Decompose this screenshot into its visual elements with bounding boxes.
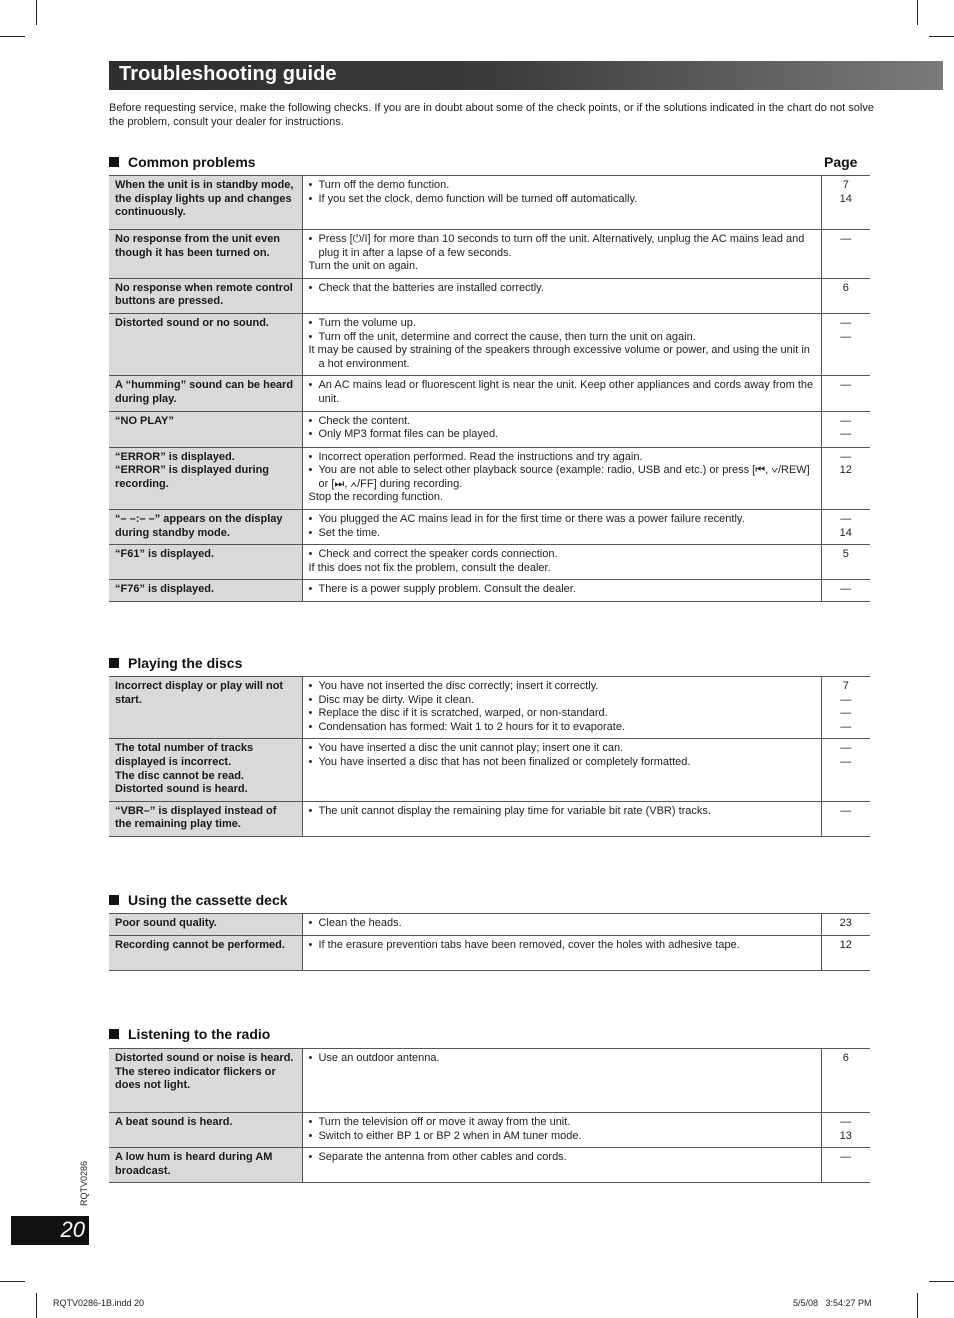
page-ref-cell [821, 1148, 870, 1183]
problem-cell [109, 739, 302, 801]
table-row [109, 580, 870, 602]
title-bar [109, 61, 943, 90]
solution-cell [302, 176, 821, 230]
page-ref: 12 [839, 464, 852, 477]
page-ref: 7 [842, 680, 849, 692]
problem-cell [109, 230, 302, 279]
bullet-icon: • [308, 316, 319, 329]
page-ref-cell [821, 677, 870, 739]
bullet-icon: • [308, 1052, 319, 1064]
page-number-box [11, 1216, 89, 1245]
solution-item [309, 260, 815, 274]
page-ref: 23 [839, 917, 852, 929]
problem-cell [109, 1113, 302, 1148]
solution-item [309, 233, 815, 260]
page-ref-cell [821, 176, 870, 230]
table-row [109, 509, 870, 544]
document-code: RQTV0286 [79, 1160, 89, 1206]
solution-text: If the erasure prevention tabs have been removed, cover the holes with adhesive tape. [318, 939, 740, 951]
table-row [109, 1049, 870, 1113]
problem-cell [109, 1049, 302, 1113]
solution-item [309, 415, 815, 429]
page-ref-cell [821, 411, 870, 447]
bullet-icon: • [308, 512, 319, 525]
bullet-icon: • [308, 720, 319, 733]
problem-text: The disc cannot be read. [115, 769, 244, 782]
solution-cell [302, 278, 821, 313]
footer-timestamp: 5/5/08 3:54:27 PM [793, 1298, 872, 1308]
intro-text: Before requesting service, make the following checks. If you are in doubt about some of the check points, or if the solutions indicated in the chart do not solve the problem, consult your dealer for instructions. [109, 102, 874, 128]
solution-item [309, 707, 815, 721]
solution-item [309, 548, 815, 562]
bullet-icon: • [308, 179, 319, 191]
solution-text: It may be caused by straining of the speakers through excessive volume or power, and using the unit in a hot environment. [308, 344, 810, 370]
solution-item [309, 1052, 815, 1066]
bullet-icon: • [308, 192, 319, 205]
page-ref-cell [821, 580, 870, 602]
page-ref-cell [821, 1113, 870, 1148]
page-ref: — [840, 316, 852, 329]
bullet-icon: • [308, 693, 319, 706]
page-number: 20 [60, 1217, 85, 1242]
crop-mark [36, 0, 37, 25]
page-ref: — [840, 742, 852, 755]
solution-text: Turn the unit on again. [308, 260, 419, 273]
problem-text: “VBR–” is displayed instead of the remaining play time. [115, 804, 277, 831]
problem-text: “ERROR” is displayed. [115, 450, 235, 463]
page-ref-cell [821, 739, 870, 801]
page-ref: — [840, 1151, 852, 1164]
solution-text: You have inserted a disc that has not been finalized or completely formatted. [318, 755, 691, 768]
solution-cell [302, 545, 821, 580]
problem-cell [109, 545, 302, 580]
solution-item [309, 464, 815, 491]
solution-text: Press [⏻/I] for more than 10 seconds to turn off the unit. Alternatively, unplug the AC mains lead and plug it in after a lapse of a few seconds. [318, 233, 805, 259]
page-ref-cell [821, 914, 870, 936]
solution-text: You are not able to select other playback source (example: radio, USB and etc.) or press [⏮, ∨/REW] or [⏭, ∧/FF] during recording. [318, 464, 810, 490]
solution-item [309, 1116, 815, 1130]
table-row [109, 376, 870, 411]
solution-item [309, 742, 815, 756]
problem-text: “F76” is displayed. [115, 583, 215, 596]
bullet-icon: • [308, 450, 319, 463]
bullet-icon: • [308, 742, 319, 755]
solution-cell [302, 230, 821, 279]
solution-item [309, 527, 815, 541]
bullet-icon: • [308, 414, 319, 427]
page-ref-cell [821, 936, 870, 971]
bullet-icon: • [308, 707, 319, 720]
solution-item [309, 491, 815, 505]
problem-cell [109, 509, 302, 544]
bullet-icon: • [308, 233, 319, 245]
page-ref: — [840, 693, 852, 706]
table-row [109, 936, 870, 971]
bullet-icon: • [308, 330, 319, 343]
solution-cell [302, 1148, 821, 1183]
solution-item [309, 344, 815, 371]
problem-text: “F61” is displayed. [115, 548, 215, 561]
page-ref: — [840, 414, 852, 427]
solution-item [309, 179, 815, 193]
bullet-icon: • [308, 526, 319, 539]
page-ref: 14 [839, 526, 852, 539]
solution-item [309, 562, 815, 576]
crop-mark [929, 1281, 954, 1282]
bullet-icon: • [308, 917, 319, 929]
solution-text: Turn the television off or move it away from the unit. [318, 1116, 571, 1128]
section-heading-label: Listening to the radio [128, 1026, 271, 1042]
solution-text: You plugged the AC mains lead in for the first time or there was a power failure recently. [318, 512, 745, 525]
solution-text: Switch to either BP 1 or BP 2 when in AM tuner mode. [318, 1129, 582, 1142]
bullet-icon: • [308, 281, 319, 294]
problem-cell [109, 376, 302, 411]
solution-text: Replace the disc if it is scratched, warped, or non-standard. [318, 707, 608, 720]
crop-mark [0, 1281, 25, 1282]
page-ref-cell [821, 545, 870, 580]
page-ref-cell [821, 376, 870, 411]
page-ref: 13 [839, 1129, 852, 1142]
page-ref: — [840, 755, 852, 768]
troubleshooting-table [109, 175, 870, 602]
solution-cell [302, 739, 821, 801]
crop-mark [36, 1293, 37, 1318]
problem-text: A beat sound is heard. [115, 1116, 233, 1128]
problem-cell [109, 1148, 302, 1183]
bullet-icon: • [308, 428, 319, 441]
problem-text: Distorted sound or no sound. [115, 316, 269, 329]
bullet-icon: • [308, 680, 319, 692]
page-ref: — [840, 233, 852, 245]
solution-item [309, 1130, 815, 1144]
page-ref: — [840, 428, 852, 441]
problem-text: “– –:– –” appears on the display during standby mode. [115, 512, 283, 539]
page-ref-cell [821, 801, 870, 836]
table-row [109, 313, 870, 375]
page-ref: 5 [842, 548, 849, 561]
problem-text: A “humming” sound can be heard during play. [115, 379, 294, 405]
problem-text: No response from the unit even though it has been turned on. [115, 233, 281, 259]
problem-text: When the unit is in standby mode, the display lights up and changes continuously. [115, 179, 294, 219]
solution-text: Turn off the demo function. [318, 179, 450, 191]
problem-text: Distorted sound or noise is heard. [115, 1052, 294, 1064]
page-ref: — [840, 512, 852, 525]
solution-cell [302, 509, 821, 544]
table-row [109, 278, 870, 313]
bullet-icon: • [308, 755, 319, 768]
problem-text: The stereo indicator flickers or does not light. [115, 1065, 276, 1092]
page-ref-cell [821, 1049, 870, 1113]
problem-cell [109, 914, 302, 936]
problem-cell [109, 411, 302, 447]
solution-item [309, 282, 815, 296]
bullet-icon: • [308, 464, 319, 477]
bullet-icon: • [308, 804, 319, 817]
solution-item [309, 513, 815, 527]
solution-cell [302, 936, 821, 971]
solution-text: Disc may be dirty. Wipe it clean. [318, 693, 475, 706]
section-heading [109, 892, 288, 908]
solution-text: The unit cannot display the remaining play time for variable bit rate (VBR) tracks. [318, 804, 711, 817]
table-row [109, 411, 870, 447]
square-bullet-icon [109, 1029, 119, 1039]
table-row [109, 739, 870, 801]
page-ref: — [840, 379, 852, 392]
solution-item [309, 680, 815, 694]
page-ref-cell [821, 230, 870, 279]
page-ref: — [840, 1116, 852, 1128]
page-ref: 6 [842, 1052, 849, 1064]
page-ref-cell [821, 313, 870, 375]
crop-mark [917, 1293, 918, 1318]
solution-item [309, 379, 815, 406]
solution-cell [302, 677, 821, 739]
table-row [109, 230, 870, 279]
solution-item [309, 451, 815, 465]
table-row [109, 801, 870, 836]
crop-mark [917, 0, 918, 25]
solution-item [309, 317, 815, 331]
bullet-icon: • [308, 548, 319, 561]
section-heading-label: Using the cassette deck [128, 892, 288, 908]
problem-text: A low hum is heard during AM broadcast. [115, 1151, 273, 1177]
problem-cell [109, 677, 302, 739]
solution-text: If this does not fix the problem, consult the dealer. [308, 561, 551, 574]
page-ref: 12 [839, 939, 852, 951]
solution-text: You have not inserted the disc correctly; insert it correctly. [318, 680, 599, 692]
problem-cell [109, 313, 302, 375]
problem-text: Incorrect display or play will not start. [115, 680, 284, 706]
page-title: Troubleshooting guide [119, 63, 337, 85]
square-bullet-icon [109, 157, 119, 167]
solution-text: Check the content. [318, 414, 411, 427]
section-heading-label: Common problems [128, 154, 256, 170]
solution-text: Check that the batteries are installed correctly. [318, 281, 544, 294]
square-bullet-icon [109, 658, 119, 668]
table-row [109, 914, 870, 936]
square-bullet-icon [109, 895, 119, 905]
solution-cell [302, 801, 821, 836]
solution-text: Condensation has formed: Wait 1 to 2 hours for it to evaporate. [318, 720, 626, 733]
page-ref: — [840, 804, 852, 817]
table-row [109, 1113, 870, 1148]
page-ref-cell [821, 278, 870, 313]
bullet-icon: • [308, 1116, 319, 1128]
bullet-icon: • [308, 939, 319, 951]
problem-cell [109, 801, 302, 836]
solution-item [309, 193, 815, 207]
problem-text: Poor sound quality. [115, 917, 217, 929]
bullet-icon: • [308, 583, 319, 596]
problem-text: Distorted sound is heard. [115, 783, 248, 796]
page-ref: — [840, 720, 852, 733]
troubleshooting-table [109, 676, 870, 837]
footer-file-slug: RQTV0286-1B.indd 20 [53, 1298, 145, 1308]
bullet-icon: • [308, 1151, 319, 1164]
problem-cell [109, 447, 302, 509]
crop-mark [929, 36, 954, 37]
page-ref: — [840, 450, 852, 463]
problem-text: The total number of tracks displayed is incorrect. [115, 742, 254, 768]
bullet-icon: • [308, 379, 319, 392]
solution-cell [302, 447, 821, 509]
solution-item [309, 756, 815, 770]
section-heading [109, 655, 242, 671]
solution-text: Stop the recording function. [308, 491, 444, 504]
solution-cell [302, 411, 821, 447]
solution-text: You have inserted a disc the unit cannot play; insert one it can. [318, 742, 624, 755]
problem-text: “NO PLAY” [115, 414, 174, 427]
solution-text: Set the time. [318, 526, 381, 539]
problem-cell [109, 936, 302, 971]
page-ref: — [840, 330, 852, 343]
solution-item [309, 583, 815, 597]
solution-text: If you set the clock, demo function will be turned off automatically. [318, 192, 638, 205]
table-row [109, 176, 870, 230]
solution-item [309, 694, 815, 708]
table-row [109, 677, 870, 739]
bullet-icon: • [308, 1129, 319, 1142]
page-column-header: Page [824, 154, 858, 170]
solution-cell [302, 580, 821, 602]
solution-text: Turn off the unit, determine and correct the cause, then turn the unit on again. [318, 330, 696, 343]
solution-item [309, 939, 815, 953]
crop-mark [0, 36, 25, 37]
table-row [109, 447, 870, 509]
solution-text: Clean the heads. [318, 917, 402, 929]
solution-item [309, 1151, 815, 1165]
page-ref: — [840, 583, 852, 596]
solution-text: Check and correct the speaker cords connection. [318, 548, 558, 561]
solution-item [309, 917, 815, 931]
problem-text: “ERROR” is displayed during recording. [115, 464, 270, 490]
table-row [109, 545, 870, 580]
table-row [109, 1148, 870, 1183]
solution-text: Separate the antenna from other cables and cords. [318, 1151, 567, 1164]
page-ref: 7 [842, 179, 849, 191]
problem-cell [109, 278, 302, 313]
solution-text: There is a power supply problem. Consult the dealer. [318, 583, 576, 596]
page-ref-cell [821, 447, 870, 509]
troubleshooting-table [109, 1048, 870, 1183]
section-heading [109, 1026, 270, 1042]
problem-text: Recording cannot be performed. [115, 939, 285, 951]
problem-text: No response when remote control buttons are pressed. [115, 281, 293, 308]
solution-cell [302, 1113, 821, 1148]
page-ref: 6 [842, 281, 849, 294]
problem-cell [109, 580, 302, 602]
section-heading [109, 154, 256, 170]
troubleshooting-table [109, 913, 870, 971]
section-heading-label: Playing the discs [128, 655, 243, 671]
solution-item [309, 331, 815, 345]
solution-text: An AC mains lead or fluorescent light is near the unit. Keep other appliances and cords away from the unit. [318, 379, 814, 405]
solution-item [309, 805, 815, 819]
solution-text: Use an outdoor antenna. [318, 1052, 440, 1064]
page-ref-cell [821, 509, 870, 544]
page-ref: 14 [839, 192, 852, 205]
page-ref: — [840, 707, 852, 720]
solution-text: Only MP3 format files can be played. [318, 428, 499, 441]
solution-cell [302, 1049, 821, 1113]
solution-cell [302, 313, 821, 375]
solution-item [309, 428, 815, 442]
solution-cell [302, 376, 821, 411]
solution-text: Turn the volume up. [318, 316, 416, 329]
solution-text: Incorrect operation performed. Read the instructions and try again. [318, 450, 643, 463]
problem-cell [109, 176, 302, 230]
solution-item [309, 721, 815, 735]
solution-cell [302, 914, 821, 936]
